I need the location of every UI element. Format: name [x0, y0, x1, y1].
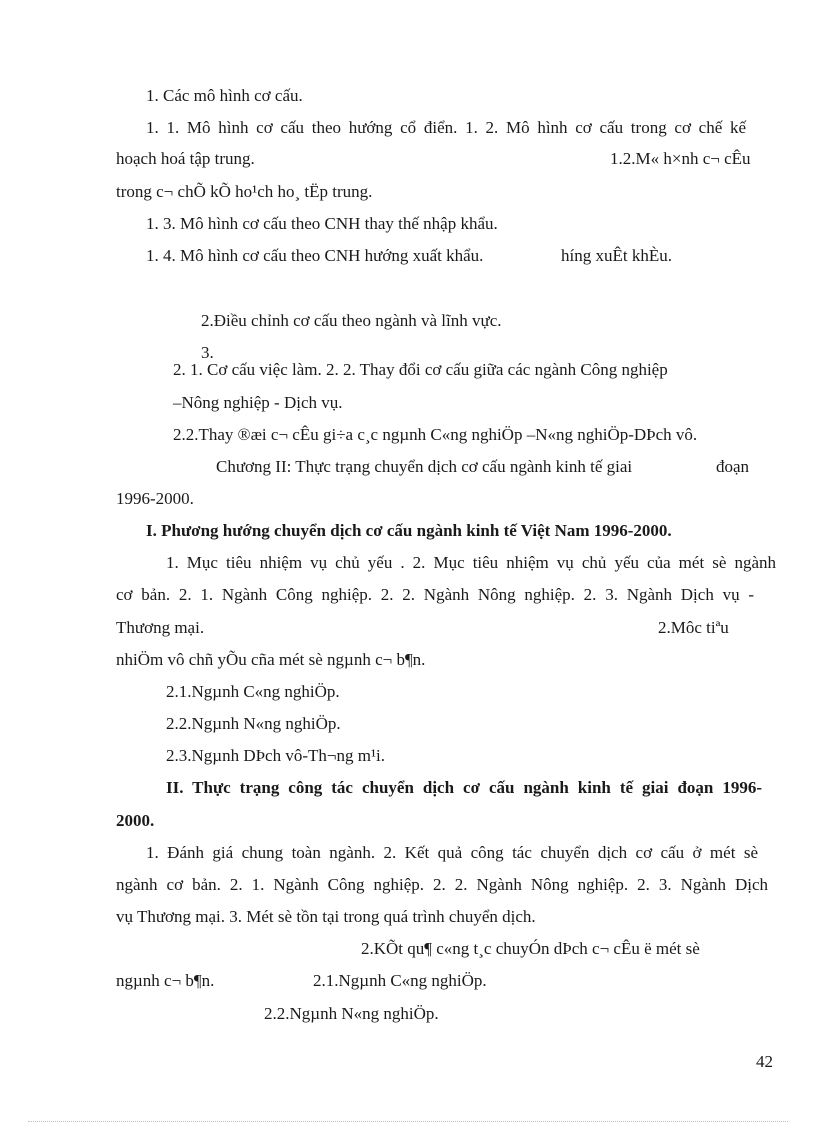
- text-line: 2.KÕt qu¶ c«ng t¸c chuyÓn dÞch c¬ cÊu ë mét sè: [361, 939, 700, 958]
- text-line: 1.2.M« h×nh c¬ cÊu: [610, 149, 751, 168]
- section-heading: I. Phương hướng chuyển dịch cơ cấu ngành kinh tế Việt Nam 1996-2000.: [146, 521, 672, 540]
- text-line: 3.: [201, 343, 214, 362]
- text-line: 1. 1. Mô hình cơ cấu theo hướng cổ điển. 1. 2. Mô hình cơ cấu trong cơ chế kế: [146, 118, 746, 137]
- text-line: 2.2.Thay ®æi c¬ cÊu gi÷a c¸c ngµnh C«ng nghiÖp –N«ng nghiÖp-DÞch vô.: [173, 425, 698, 444]
- text-line: ngành cơ bản. 2. 1. Ngành Công nghiệp. 2. 2. Ngành Nông nghiệp. 2. 3. Ngành Dịch: [116, 875, 768, 894]
- section-heading: II. Thực trạng công tác chuyển dịch cơ cấu ngành kinh tế giai đoạn 1996-: [166, 778, 762, 797]
- text-line: 1. Mục tiêu nhiệm vụ chủ yếu . 2. Mục tiêu nhiệm vụ chủ yếu của mét sè ngành: [166, 553, 776, 572]
- text-line: 1. 3. Mô hình cơ cấu theo CNH thay thế nhập khẩu.: [146, 214, 498, 233]
- text-line: đoạn: [716, 457, 750, 476]
- section-heading: 2000.: [116, 811, 155, 830]
- text-line: 1996-2000.: [116, 489, 194, 508]
- text-line: vụ Thương mại. 3. Mét sè tồn tại trong quá trình chuyển dịch.: [116, 907, 536, 926]
- text-line: 2.3.Ngµnh DÞch vô-Th¬ng m¹i.: [166, 746, 386, 765]
- text-line: 2.Môc tiªu: [658, 618, 729, 637]
- text-line: Chương II: Thực trạng chuyển dịch cơ cấu ngành kinh tế giai: [216, 457, 633, 476]
- text-line: 2. 1. Cơ cấu việc làm. 2. 2. Thay đổi cơ cấu giữa các ngành Công nghiệp: [173, 360, 668, 379]
- page-bottom-divider: [28, 1121, 788, 1122]
- text-line: híng xuÊt khÈu.: [561, 246, 672, 265]
- text-line: 2.1.Ngµnh C«ng nghiÖp.: [313, 971, 487, 990]
- text-line: 2.2.Ngµnh N«ng nghiÖp.: [264, 1004, 439, 1023]
- text-line: 2.1.Ngµnh C«ng nghiÖp.: [166, 682, 340, 701]
- text-line: ngµnh c¬ b¶n.: [116, 971, 215, 990]
- text-line: 1. Các mô hình cơ cấu.: [146, 86, 303, 105]
- text-line: cơ bản. 2. 1. Ngành Công nghiệp. 2. 2. Ngành Nông nghiệp. 2. 3. Ngành Dịch vụ -: [116, 585, 754, 604]
- text-line: 1. 4. Mô hình cơ cấu theo CNH hướng xuất khẩu.: [146, 246, 484, 265]
- text-line: Thương mại.: [116, 618, 205, 637]
- page-number: 42: [756, 1052, 773, 1071]
- text-line: 1. Đánh giá chung toàn ngành. 2. Kết quả công tác chuyển dịch cơ cấu ở mét sè: [146, 843, 758, 862]
- text-line: hoạch hoá tập trung.: [116, 149, 255, 168]
- text-line: nhiÖm vô chñ yÕu cña mét sè ngµnh c¬ b¶n.: [116, 650, 426, 669]
- text-line: trong c¬ chÕ kÕ ho¹ch ho¸ tËp trung.: [116, 182, 373, 201]
- text-line: 2.2.Ngµnh N«ng nghiÖp.: [166, 714, 341, 733]
- text-line: –Nông nghiệp - Dịch vụ.: [173, 393, 343, 412]
- text-line: 2.Điều chỉnh cơ cấu theo ngành và lĩnh vực.: [201, 311, 502, 330]
